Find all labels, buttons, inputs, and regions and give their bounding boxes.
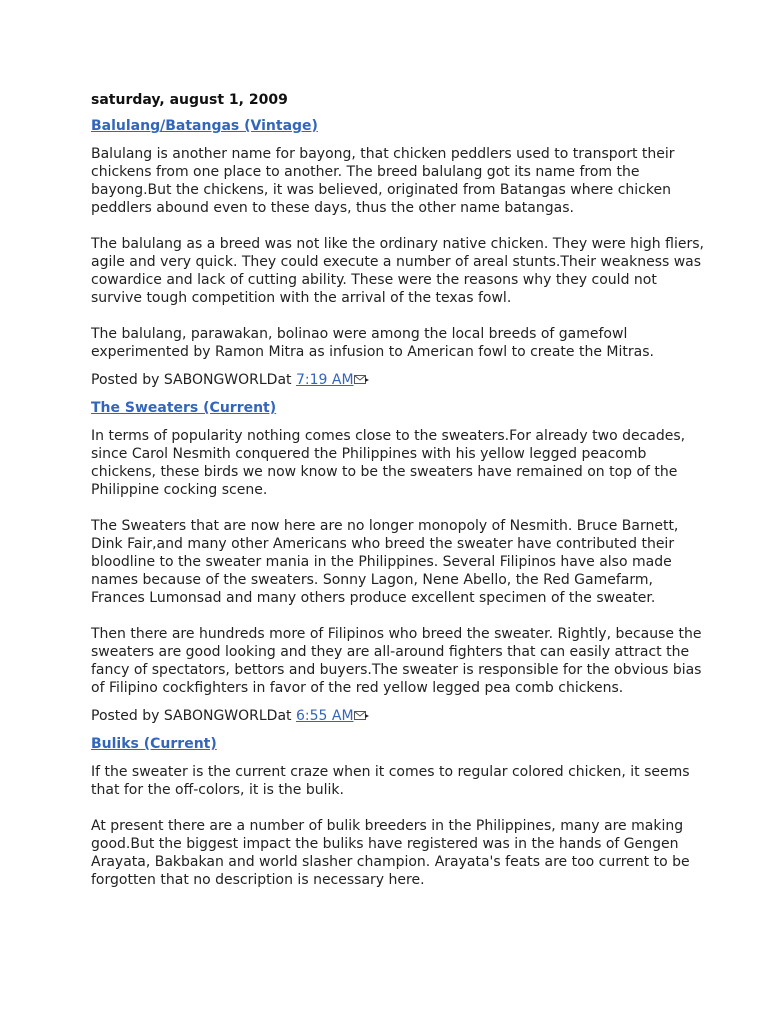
- post-paragraph: At present there are a number of bulik breeders in the Philippines, many are making good.But the biggest impact the buliks have registered was in the hands of Gengen Arayata, Bakbakan and world slasher champion. Arayata's feats are too current to be forgotten that no description is necessary here.: [91, 818, 690, 888]
- post-paragraph: If the sweater is the current craze when it comes to regular colored chicken, it seems that for the off-colors, it is the bulik.: [91, 764, 690, 798]
- blog-post: [91, 399, 708, 725]
- post-paragraph: Then there are hundreds more of Filipinos who breed the sweater. Rightly, because the sweaters are good looking and they are all-around fighters that can easily attract the fancy of spectators, bettors and buyers.The sweater is responsible for the obvious bias of Filipino cockfighters in favor of the red yellow legged pea comb chickens.: [91, 626, 702, 696]
- post-timestamp-link[interactable]: 7:19 AM: [295, 372, 354, 388]
- post-paragraph: Balulang is another name for bayong, that chicken peddlers used to transport their chickens from one place to another. The breed balulang got its name from the bayong.But the chickens, it was believed, originated from Batangas where chicken peddlers abound even to these days, thus the other name batangas.: [91, 146, 675, 216]
- posted-by-label: Posted by SABONGWORLDat: [91, 372, 296, 388]
- post-timestamp-link[interactable]: 6:55 AM: [295, 708, 354, 724]
- post-body: [91, 145, 708, 361]
- post-paragraph: The balulang as a breed was not like the ordinary native chicken. They were high fliers, agile and very quick. They could execute a number of areal stunts.Their weakness was cowardice and lack of cutting ability. These were the reasons why they could not survive tough competition with the arrival of the texas fowl.: [91, 236, 704, 306]
- post-footer: [91, 371, 708, 389]
- post-title-link[interactable]: Balulang/Batangas (Vintage): [91, 118, 318, 134]
- blog-post: [91, 117, 708, 389]
- post-title: [91, 735, 708, 753]
- email-post-icon[interactable]: [354, 374, 370, 385]
- post-body: [91, 763, 708, 889]
- blog-post: [91, 735, 708, 889]
- post-paragraph: In terms of popularity nothing comes close to the sweaters.For already two decades, since Carol Nesmith conquered the Philippines with his yellow legged peacomb chickens, these birds we now know to be the sweaters have remained on top of the Philippine cocking scene.: [91, 428, 686, 498]
- post-body: [91, 427, 708, 697]
- post-footer: [91, 707, 708, 725]
- posted-by-label: Posted by SABONGWORLDat: [91, 708, 296, 724]
- post-paragraph: The balulang, parawakan, bolinao were among the local breeds of gamefowl experimented by Ramon Mitra as infusion to American fowl to create the Mitras.: [91, 326, 654, 360]
- date-header: saturday, august 1, 2009: [91, 92, 288, 108]
- post-title: [91, 399, 708, 417]
- email-post-icon[interactable]: [354, 710, 370, 721]
- post-title: [91, 117, 708, 135]
- post-paragraph: The Sweaters that are now here are no longer monopoly of Nesmith. Bruce Barnett, Dink Fair,and many other Americans who breed the sweater have contributed their bloodline to the sweater mania in the Philippines. Several Filipinos have also made names because of the sweaters. Sonny Lagon, Nene Abello, the Red Gamefarm, Frances Lumonsad and many others produce excellent specimen of the sweater.: [91, 518, 679, 606]
- post-title-link[interactable]: Buliks (Current): [91, 736, 217, 752]
- post-title-link[interactable]: The Sweaters (Current): [91, 400, 277, 416]
